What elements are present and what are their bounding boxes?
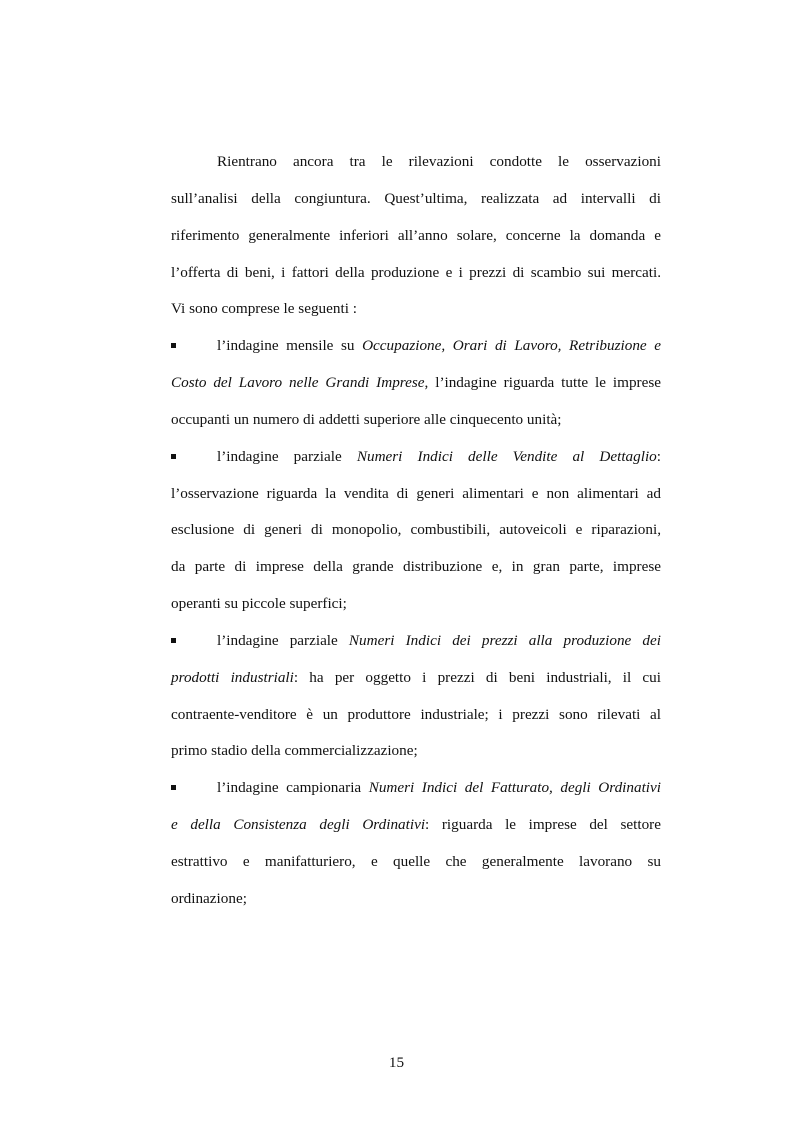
list-item-line: [171, 807, 661, 843]
list-item-italic: e della Consistenza degli Ordinativi: [171, 816, 426, 833]
bullet-icon: [171, 770, 179, 806]
list-item-text: :: [656, 448, 661, 465]
list-item-italic: Numeri Indici delle Vendite al Dettaglio: [356, 448, 657, 465]
list-item-line: estrattivo e manifatturiero, e quelle che generalmente lavorano su: [171, 853, 661, 870]
list-item-line: da parte di imprese della grande distribuzione e, in gran parte, imprese: [171, 558, 661, 575]
list-item-text: : riguarda le imprese del settore: [425, 816, 661, 833]
list-item-italic: Numeri Indici dei prezzi alla produzione dei: [348, 632, 661, 649]
list-item-line: operanti su piccole superfici;: [171, 595, 347, 612]
list-item-italic: Numeri Indici del Fatturato, degli Ordinativi: [368, 779, 661, 796]
list-item-line: primo stadio della commercializzazione;: [171, 742, 418, 759]
list-item-line: [217, 623, 661, 659]
page-number: 15: [388, 1054, 405, 1071]
list-item-italic: prodotti industriali: [171, 669, 294, 686]
list-item-line: contraente-venditore è un produttore industriale; i prezzi sono rilevati al: [171, 706, 661, 723]
bullet-icon: [171, 439, 179, 475]
paragraph-line: Vi sono comprese le seguenti :: [171, 300, 357, 317]
paragraph-line: sull’analisi della congiuntura. Quest’ultima, realizzata ad intervalli di: [171, 190, 661, 207]
bullet-icon: [171, 328, 179, 364]
list-item-line: [217, 439, 661, 475]
bullet-icon: [171, 623, 179, 659]
paragraph-line: riferimento generalmente inferiori all’anno solare, concerne la domanda e: [171, 227, 661, 244]
paragraph-line: l’offerta di beni, i fattori della produzione e i prezzi di scambio sui mercati.: [171, 264, 661, 281]
list-item-italic: Occupazione, Orari di Lavoro, Retribuzione e: [362, 337, 662, 354]
list-item-text: : ha per oggetto i prezzi di beni industriali, il cui: [293, 669, 661, 686]
list-item-line: [217, 328, 661, 364]
list-item-line: ordinazione;: [171, 890, 247, 907]
list-item-line: l’osservazione riguarda la vendita di generi alimentari e non alimentari ad: [171, 485, 661, 502]
list-item-line: [171, 365, 661, 401]
list-item-italic: Costo del Lavoro nelle Grandi Imprese: [171, 374, 425, 391]
list-item-line: [217, 770, 661, 806]
list-item-line: esclusione di generi di monopolio, combustibili, autoveicoli e riparazioni,: [171, 521, 661, 538]
list-item-text: l’indagine mensile su: [217, 337, 363, 354]
list-item-text: l’indagine parziale: [217, 632, 349, 649]
list-item-text: l’indagine campionaria: [217, 779, 369, 796]
list-item-line: [171, 660, 661, 696]
list-item-text: l’indagine parziale: [217, 448, 357, 465]
paragraph-line: Rientrano ancora tra le rilevazioni condotte le osservazioni: [217, 153, 661, 170]
list-item-line: occupanti un numero di addetti superiore alle cinquecento unità;: [171, 411, 562, 428]
list-item-text: , l’indagine riguarda tutte le imprese: [424, 374, 661, 391]
